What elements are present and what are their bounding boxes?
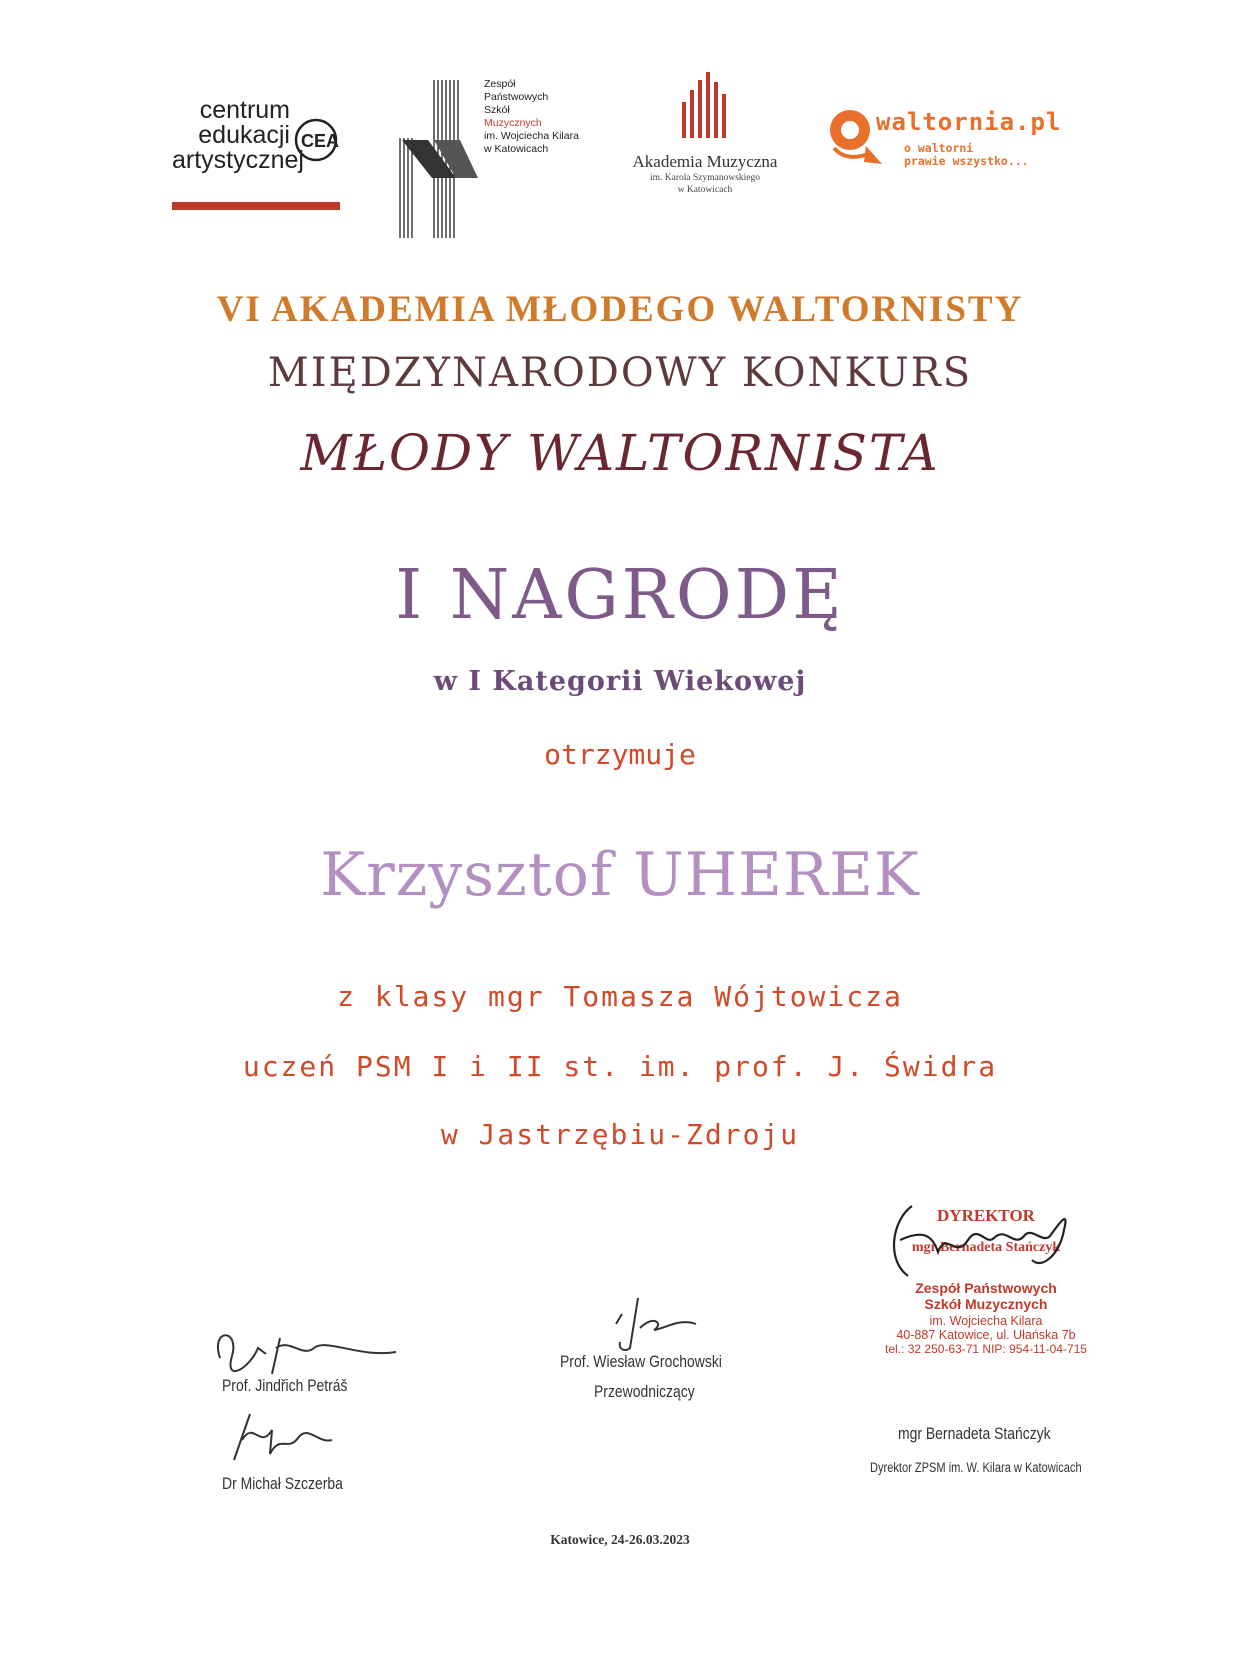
stanczyk-name: mgr Bernadeta Stańczyk bbox=[898, 1424, 1051, 1443]
cea-line-1: centrum bbox=[199, 96, 290, 124]
stanczyk-signature-icon bbox=[882, 1200, 1082, 1282]
zpsm-line-5: im. Wojciecha Kilara bbox=[484, 130, 579, 142]
waltornia-tag-2: prawie wszystko... bbox=[904, 154, 1029, 168]
stamp-school-3: im. Wojciecha Kilara bbox=[929, 1314, 1043, 1328]
waltornia-brand: waltornia.pl bbox=[876, 108, 1062, 136]
cea-line-3: artystycznej bbox=[172, 146, 304, 174]
petras-name: Prof. Jindřich Petráš bbox=[222, 1376, 348, 1395]
zpsm-line-1: Zespół bbox=[484, 78, 516, 90]
zpsm-mark-icon bbox=[398, 78, 480, 240]
akademia-logo bbox=[612, 72, 798, 212]
stamp-school-2: Szkół Muzycznych bbox=[924, 1296, 1048, 1312]
stamp-address: 40-887 Katowice, ul. Ułańska 7b bbox=[896, 1328, 1076, 1342]
cea-line-2: edukacji bbox=[198, 121, 290, 149]
szczerba-name: Dr Michał Szczerba bbox=[222, 1474, 343, 1493]
zpsm-line-6: w Katowicach bbox=[484, 143, 549, 155]
akademia-name: Akademia Muzyczna bbox=[632, 152, 778, 171]
teacher-line: z klasy mgr Tomasza Wójtowicza bbox=[337, 980, 903, 1013]
organ-pipes-icon bbox=[680, 72, 730, 138]
competition-heading: MIĘDZYNARODOWY KONKURS bbox=[267, 350, 973, 396]
akademia-sub-2: w Katowicach bbox=[677, 185, 733, 195]
grochowski-name: Prof. Wiesław Grochowski bbox=[560, 1352, 722, 1371]
akademia-sub-1: im. Karola Szymanowskiego bbox=[649, 173, 761, 183]
grochowski-role: Przewodniczący bbox=[594, 1382, 695, 1401]
stamp-school-1: Zespół Państwowych bbox=[915, 1280, 1057, 1296]
cea-mark-icon bbox=[292, 116, 340, 164]
petras-signature-icon bbox=[210, 1318, 400, 1378]
school-line: uczeń PSM I i II st. im. prof. J. Świdra bbox=[242, 1050, 998, 1083]
stamp-name: mgr Bernadeta Stańczyk bbox=[911, 1240, 1061, 1255]
zpsm-line-3: Szkół bbox=[484, 104, 510, 116]
stamp-title: DYREKTOR bbox=[937, 1206, 1035, 1225]
award-title: I NAGRODĘ bbox=[395, 556, 845, 635]
edition-heading: VI AKADEMIA MŁODEGO WALTORNISTY bbox=[216, 289, 1024, 330]
grochowski-signature-icon bbox=[610, 1294, 700, 1354]
szczerba-signature-icon bbox=[226, 1410, 336, 1466]
stamp-contact: tel.: 32 250-63-71 NIP: 954-11-04-715 bbox=[885, 1342, 1087, 1356]
city-line: w Jastrzębiu-Zdroju bbox=[440, 1118, 800, 1151]
cea-logo bbox=[172, 98, 342, 220]
award-category: w I Kategorii Wiekowej bbox=[433, 666, 807, 697]
waltornia-logo bbox=[826, 104, 1096, 184]
cea-mark-letters: CEA bbox=[301, 131, 340, 151]
zpsm-logo bbox=[398, 78, 598, 240]
zpsm-line-4: Muzycznych bbox=[484, 117, 542, 129]
receives-label: otrzymuje bbox=[544, 738, 696, 771]
waltornia-tag-1: o waltorni bbox=[904, 141, 974, 155]
student-name: Krzysztof UHEREK bbox=[320, 840, 920, 910]
cea-red-bar bbox=[172, 202, 340, 210]
competition-name: MŁODY WALTORNISTA bbox=[300, 424, 940, 482]
stanczyk-role: Dyrektor ZPSM im. W. Kilara w Katowicach bbox=[870, 1460, 1082, 1475]
zpsm-line-2: Państwowych bbox=[484, 91, 549, 103]
event-date: Katowice, 24-26.03.2023 bbox=[550, 1532, 690, 1547]
